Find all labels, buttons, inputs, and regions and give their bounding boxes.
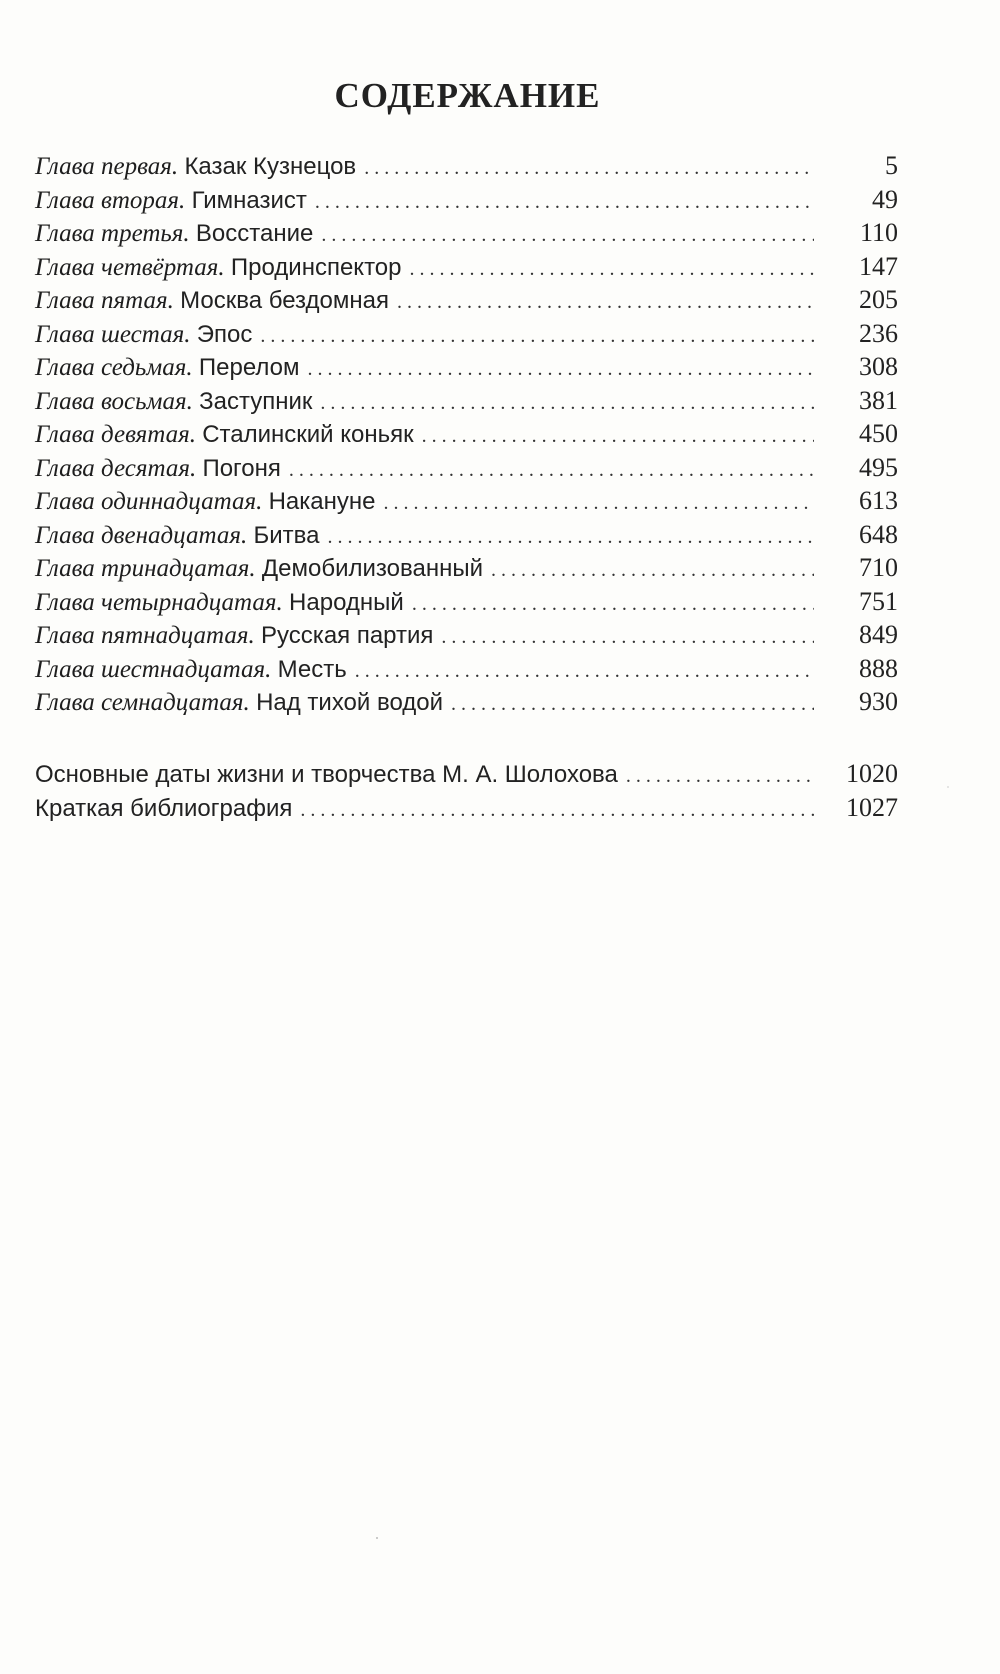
toc-entry-11[interactable] (35, 484, 898, 518)
page-number: 110 (859, 218, 898, 247)
chapter-title: Народный (289, 588, 404, 616)
dot-leader (315, 186, 814, 220)
chapter-title: Гимназист (191, 186, 307, 214)
dot-leader (320, 387, 814, 421)
chapter-number: Глава восьмая. (35, 387, 193, 415)
chapter-number: Глава седьмая. (35, 354, 193, 381)
dot-leader (327, 521, 814, 555)
toc-entry-6[interactable] (35, 317, 898, 351)
chapter-title: Сталинский коньяк (202, 421, 414, 448)
chapter-number: Глава шестая. (35, 320, 191, 348)
dot-leader (300, 794, 814, 828)
page-number: 205 (859, 285, 898, 314)
page-number: 236 (859, 318, 898, 348)
dot-leader (321, 219, 814, 253)
chapter-title: Москва бездомная (180, 287, 389, 314)
dot-leader (626, 760, 814, 794)
toc-entry-17[interactable] (35, 685, 898, 719)
toc-entry-15[interactable] (35, 618, 898, 652)
toc-entry-12[interactable] (35, 518, 898, 552)
dot-leader (410, 253, 815, 287)
dot-leader (364, 152, 814, 186)
dot-leader (355, 655, 814, 689)
chapter-title: Демобилизованный (261, 555, 484, 582)
page-number: 849 (859, 620, 898, 649)
chapter-number: Глава первая. (35, 153, 179, 180)
page-number: 308 (859, 352, 898, 381)
dot-leader (397, 286, 814, 320)
chapter-title: Над тихой водой (256, 689, 444, 716)
toc-entry-1[interactable] (35, 149, 898, 183)
chapter-title: Накануне (268, 488, 376, 515)
page-title: СОДЕРЖАНИЕ (334, 76, 601, 115)
chapter-number: Глава тринадцатая. (35, 555, 256, 582)
chapter-number: Глава семнадцатая. (35, 689, 250, 716)
toc-entry-bibliography[interactable] (35, 791, 898, 825)
page-number: 1020 (846, 759, 898, 788)
page-number: 5 (885, 151, 898, 180)
dot-leader (451, 688, 814, 722)
paper-speck (376, 1537, 378, 1539)
chapter-number: Глава четырнадцатая. (35, 588, 283, 616)
page-number: 710 (859, 553, 898, 582)
dot-leader (260, 320, 814, 354)
toc-entry-5[interactable] (35, 283, 898, 317)
page-number: 751 (859, 586, 898, 616)
chapter-title: Заступник (199, 387, 313, 415)
chapter-title: Восстание (195, 220, 314, 247)
toc-entry-16[interactable] (35, 652, 898, 686)
chapter-number: Глава двенадцатая. (35, 521, 248, 549)
dot-leader (308, 353, 815, 387)
dot-leader (412, 588, 814, 622)
chapter-number: Глава пятая. (35, 287, 174, 314)
toc-entry-13[interactable] (35, 551, 898, 585)
toc-entry-4[interactable] (35, 250, 898, 284)
chapter-number: Глава четвёртая. (35, 253, 225, 281)
page-number: 381 (859, 385, 898, 415)
toc-entry-9[interactable] (35, 417, 898, 451)
toc-entry-2[interactable] (35, 183, 898, 217)
chapter-number: Глава пятнадцатая. (35, 622, 255, 649)
chapter-title: Месть (277, 655, 347, 683)
dot-leader (422, 420, 814, 454)
paper-speck (947, 786, 949, 788)
chapter-title: Русская партия (261, 622, 434, 649)
chapter-number: Глава десятая. (35, 454, 197, 482)
dot-leader (441, 621, 814, 655)
dot-leader (491, 554, 814, 588)
chapter-title: Эпос (196, 320, 253, 348)
chapter-list (35, 149, 898, 719)
toc-entry-14[interactable] (35, 585, 898, 619)
toc-entry-7[interactable] (35, 350, 898, 384)
entry-title: Основные даты жизни и творчества М. А. Шолохова (35, 761, 618, 788)
page-number: 648 (859, 519, 898, 549)
page-number: 147 (859, 251, 898, 281)
chapter-number: Глава вторая. (35, 186, 186, 214)
page-number: 495 (859, 452, 898, 482)
page-number: 1027 (846, 792, 898, 822)
page-number: 49 (872, 184, 898, 214)
page-number: 450 (859, 419, 898, 448)
page-number: 930 (859, 687, 898, 716)
chapter-number: Глава шестнадцатая. (35, 655, 272, 683)
page-number: 888 (859, 653, 898, 683)
dot-leader (384, 487, 814, 521)
chapter-number: Глава третья. (35, 220, 190, 247)
chapter-title: Погоня (202, 454, 281, 482)
chapter-title: Продинспектор (230, 253, 402, 281)
toc-entry-8[interactable] (35, 384, 898, 418)
toc-entry-10[interactable] (35, 451, 898, 485)
chapter-title: Перелом (198, 354, 300, 381)
toc-entry-3[interactable] (35, 216, 898, 250)
chapter-title: Битва (253, 521, 320, 549)
appendix-list (35, 757, 898, 824)
entry-title: Краткая библиография (35, 794, 293, 822)
page-number: 613 (859, 486, 898, 515)
chapter-number: Глава одиннадцатая. (35, 488, 263, 515)
dot-leader (289, 454, 814, 488)
chapter-number: Глава девятая. (35, 421, 196, 448)
toc-entry-chronology[interactable] (35, 757, 898, 791)
chapter-title: Казак Кузнецов (184, 153, 357, 180)
